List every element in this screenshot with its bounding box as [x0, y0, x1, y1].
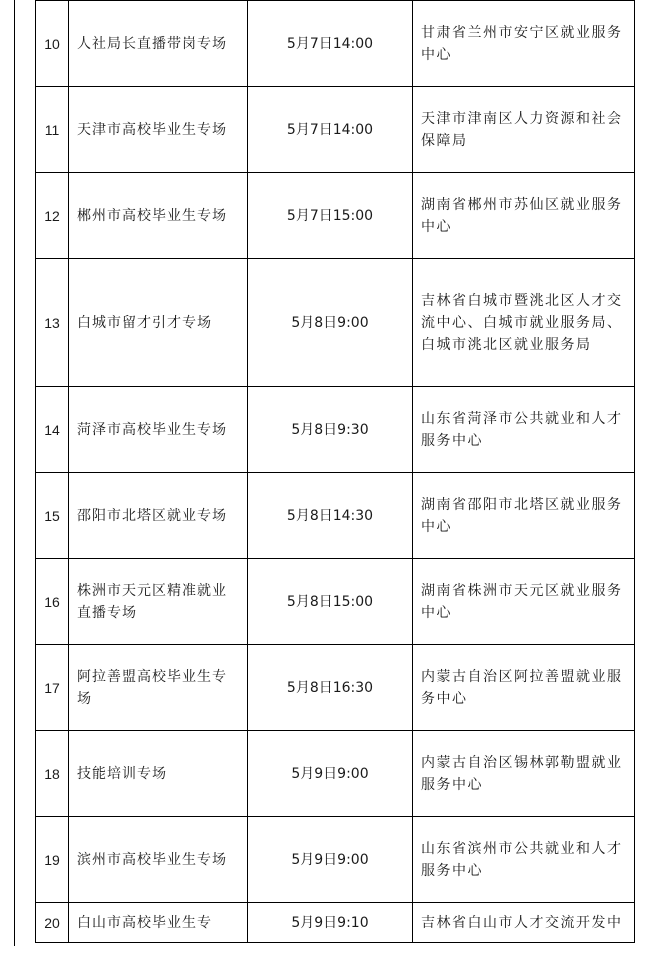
organizer: 内蒙古自治区锡林郭勒盟就业服务中心	[413, 731, 635, 817]
organizer: 吉林省白山市人才交流开发中	[413, 903, 635, 943]
table-row	[36, 817, 635, 903]
row-number: 20	[36, 903, 69, 943]
row-number: 16	[36, 559, 69, 645]
row-number: 12	[36, 173, 69, 259]
session-name: 人社局长直播带岗专场	[69, 1, 248, 87]
session-name: 菏泽市高校毕业生专场	[69, 387, 248, 473]
session-time: 5月9日9:00	[248, 731, 413, 817]
table-row	[36, 559, 635, 645]
table-row	[36, 645, 635, 731]
session-time: 5月7日14:00	[248, 1, 413, 87]
organizer: 甘肃省兰州市安宁区就业服务中心	[413, 1, 635, 87]
schedule-table	[35, 0, 635, 943]
session-time: 5月7日15:00	[248, 173, 413, 259]
row-number: 11	[36, 87, 69, 173]
organizer: 山东省滨州市公共就业和人才服务中心	[413, 817, 635, 903]
session-name: 天津市高校毕业生专场	[69, 87, 248, 173]
organizer: 山东省菏泽市公共就业和人才服务中心	[413, 387, 635, 473]
session-name: 白城市留才引才专场	[69, 259, 248, 387]
session-time: 5月8日15:00	[248, 559, 413, 645]
row-number: 14	[36, 387, 69, 473]
organizer: 内蒙古自治区阿拉善盟就业服务中心	[413, 645, 635, 731]
table-row	[36, 387, 635, 473]
row-number: 17	[36, 645, 69, 731]
organizer: 吉林省白城市暨洮北区人才交流中心、白城市就业服务局、白城市洮北区就业服务局	[413, 259, 635, 387]
organizer: 湖南省株洲市天元区就业服务中心	[413, 559, 635, 645]
table-row	[36, 87, 635, 173]
table-outer-border	[14, 0, 15, 946]
session-name: 滨州市高校毕业生专场	[69, 817, 248, 903]
session-time: 5月8日14:30	[248, 473, 413, 559]
session-time: 5月9日9:00	[248, 817, 413, 903]
organizer: 湖南省邵阳市北塔区就业服务中心	[413, 473, 635, 559]
session-name: 阿拉善盟高校毕业生专场	[69, 645, 248, 731]
session-time: 5月8日9:00	[248, 259, 413, 387]
session-time: 5月8日9:30	[248, 387, 413, 473]
session-name: 白山市高校毕业生专	[69, 903, 248, 943]
session-name: 郴州市高校毕业生专场	[69, 173, 248, 259]
session-name: 株洲市天元区精准就业直播专场	[69, 559, 248, 645]
table-row	[36, 473, 635, 559]
row-number: 10	[36, 1, 69, 87]
session-time: 5月7日14:00	[248, 87, 413, 173]
table-row	[36, 173, 635, 259]
table-row	[36, 903, 635, 943]
row-number: 15	[36, 473, 69, 559]
row-number: 19	[36, 817, 69, 903]
session-name: 技能培训专场	[69, 731, 248, 817]
table-row	[36, 731, 635, 817]
organizer: 天津市津南区人力资源和社会保障局	[413, 87, 635, 173]
organizer: 湖南省郴州市苏仙区就业服务中心	[413, 173, 635, 259]
row-number: 13	[36, 259, 69, 387]
table-row	[36, 1, 635, 87]
table-row	[36, 259, 635, 387]
session-time: 5月9日9:10	[248, 903, 413, 943]
session-name: 邵阳市北塔区就业专场	[69, 473, 248, 559]
row-number: 18	[36, 731, 69, 817]
session-time: 5月8日16:30	[248, 645, 413, 731]
